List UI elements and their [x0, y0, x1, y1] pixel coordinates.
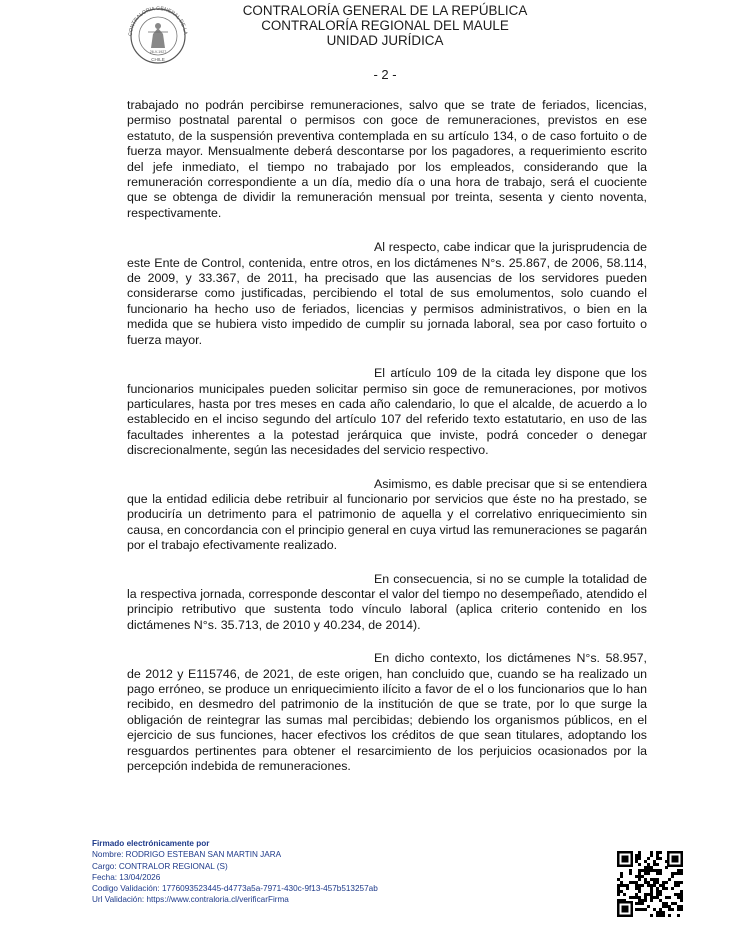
paragraph-2: Al respecto, cabe indicar que la jurisprudencia de este Ente de Control, contenida, entre otros, en los dictámenes N°s. 25.867, de 2006, 58.114, de 2009, y 33.367, de 2011, ha precisado que las ausencias de los servidores pueden considerarse como justificadas, percibiendo el total de sus emolumentos, solo cuando el funcionario ha hecho uso de feriados, licencias y permisos administrativos, o bien en la medida que se hubiera visto impedido de cumplir su jornada laboral, sea por caso fortuito o fuerza mayor. [127, 240, 647, 347]
svg-text:CONTRALORIA GENERAL DE LA REPU: CONTRALORIA GENERAL DE LA [127, 5, 188, 37]
signature-date: Fecha: 13/04/2026 [92, 872, 161, 882]
paragraph-4: Asimismo, es dable precisar que si se entendiera que la entidad edilicia debe retribuir al funcionario por servicios que éste no ha prestado, se produciría un detrimento para el patrimonio de aquella y el correlativo enriquecimiento sin causa, en concordancia con el principio general en cuya virtud las remuneraciones se pagarán por el trabajo efectivamente realizado. [127, 476, 647, 553]
signature-name: Nombre: RODRIGO ESTEBAN SAN MARTIN JARA [92, 850, 282, 860]
svg-text:26-V-1927: 26-V-1927 [149, 50, 167, 54]
qr-code[interactable] [616, 850, 684, 918]
svg-text:CHILE: CHILE [151, 57, 165, 62]
header-line-institution: CONTRALORÍA GENERAL DE LA REPÚBLICA [242, 3, 528, 18]
paragraph-5: En consecuencia, si no se cumple la totalidad de la respectiva jornada, corresponde descontar el valor del tiempo no desempeñado, atendido el principio retributivo que sustenta todo vínculo laboral (aplica criterio contenido en los dictámenes N°s. 35.713, de 2010 y 40.234, de 2014). [127, 571, 647, 632]
electronic-signature-block [92, 838, 378, 906]
contraloria-seal-logo [118, 4, 198, 64]
paragraph-3: El artículo 109 de la citada ley dispone que los funcionarios municipales pueden solicitar permiso sin goce de remuneraciones, por motivos particulares, hasta por tres meses en cada año calendario, lo que el alcalde, de acuerdo a lo establecido en el inciso segundo del artículo 107 del referido texto estatutario, en uso de las facultades inherentes a la potestad jerárquica que inviste, podrá conceder o denegar discrecionalmente, según las necesidades del servicio respectivo. [127, 366, 647, 458]
signature-role: Cargo: CONTRALOR REGIONAL (S) [92, 861, 228, 871]
signature-validation-url[interactable]: Url Validación: https://www.contraloria.cl/verificarFirma [92, 895, 289, 905]
paragraph-6: En dicho contexto, los dictámenes N°s. 58.957, de 2012 y E115746, de 2021, de este origen, han concluido que, cuando se ha realizado un pago erróneo, se produce un enriquecimiento ilícito a favor de el o los funcionarios que lo han recibido, en desmedro del patrimonio de la institución de que se trate, por lo que surge la obligación de reintegrar las sumas mal percibidas; debiendo los organismos públicos, en el ejercicio de sus funciones, hacer efectivos los créditos de que sean titulares, adoptando los resguardos pertinentes para obtener el resarcimiento de los perjuicios ocasionados por la percepción indebida de remuneraciones. [127, 651, 647, 774]
signature-validation-code: Codigo Validación: 1776093523445-d4773a5a-7971-430c-9f13-457b513257ab [92, 884, 378, 894]
signature-title: Firmado electrónicamente por [92, 839, 210, 848]
document-body [127, 98, 647, 792]
page-number: - 2 - [373, 67, 397, 82]
paragraph-1: trabajado no podrán percibirse remuneraciones, salvo que se trate de feriados, licencias, permiso postnatal parental o permisos con goce de remuneraciones, previstos en ese estatuto, de la suspensión preventiva contemplada en su artículo 134, o de caso fortuito o de fuerza mayor. Mensualmente deberá descontarse por los pagadores, a requerimiento escrito del jefe inmediato, el tiempo no trabajado por los empleados, considerando que la remuneración correspondiente a un día, medio día o una hora de trabajo, será el cuociente que se obtenga de dividir la remuneración mensual por treinta, sesenta y ciento noventa, respectivamente. [127, 98, 647, 220]
header-line-unit: UNIDAD JURÍDICA [326, 33, 444, 48]
header-line-regional: CONTRALORÍA REGIONAL DEL MAULE [261, 18, 509, 33]
document-header [200, 3, 570, 48]
